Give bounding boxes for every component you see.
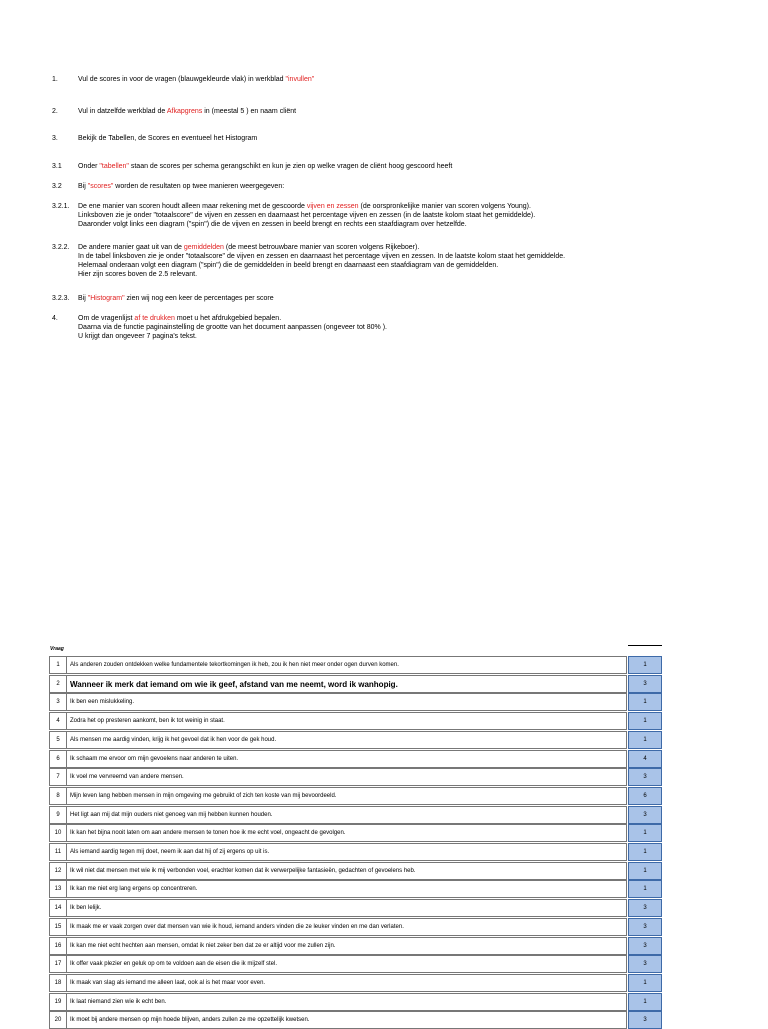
table-row bbox=[49, 731, 662, 749]
question-number: 15 bbox=[49, 918, 67, 936]
question-text: Het ligt aan mij dat mijn ouders niet genoeg van mij hebben kunnen houden. bbox=[67, 806, 627, 824]
step-text: in (meestal 5 ) en naam cliënt bbox=[202, 108, 297, 115]
step-continuation-line: Linksboven zie je onder "totaalscore" de vijven en zessen en daarnaast het percentage vijven en zessen (in de laatste kolom staat het gemiddelde). bbox=[78, 212, 536, 219]
step-continuation-line: Hier zijn scores boven de 2.5 relevant. bbox=[78, 271, 198, 278]
score-cell[interactable]: 3 bbox=[628, 675, 662, 693]
step-text: (de oorspronkelijke manier van scoren volgens Young). bbox=[358, 203, 531, 210]
question-number: 3 bbox=[49, 693, 67, 711]
question-number: 19 bbox=[49, 993, 67, 1011]
question-text: Ik kan me niet echt hechten aan mensen, omdat ik niet zeker ben dat ze er altijd voor me zullen zijn. bbox=[67, 937, 627, 955]
table-row bbox=[49, 918, 662, 936]
step-number: 3. bbox=[52, 135, 58, 142]
table-row bbox=[49, 955, 662, 973]
step-text: Bij bbox=[78, 295, 88, 302]
score-cell[interactable]: 3 bbox=[628, 937, 662, 955]
table-row bbox=[49, 824, 662, 842]
score-cell[interactable]: 6 bbox=[628, 787, 662, 805]
question-number: 5 bbox=[49, 731, 67, 749]
table-row bbox=[49, 937, 662, 955]
highlighted-term: Afkapgrens bbox=[166, 108, 203, 115]
column-header-vraag: Vraag bbox=[50, 646, 64, 652]
score-column-top-rule bbox=[628, 645, 662, 646]
question-text: Ik maak me er vaak zorgen over dat mensen van wie ik houd, iemand anders vinden die ze leuker vinden en me dan verlaten. bbox=[67, 918, 627, 936]
question-number: 6 bbox=[49, 750, 67, 768]
table-row bbox=[49, 880, 662, 898]
score-cell[interactable]: 3 bbox=[628, 955, 662, 973]
table-row bbox=[49, 712, 662, 730]
table-row bbox=[49, 656, 662, 674]
question-number: 20 bbox=[49, 1011, 67, 1029]
question-number: 4 bbox=[49, 712, 67, 730]
highlighted-term: af te drukken bbox=[134, 315, 175, 322]
step-number: 3.2.1. bbox=[52, 203, 70, 210]
table-row bbox=[49, 693, 662, 711]
step-text: Vul de scores in voor de vragen (blauwgekleurde vlak) in werkblad bbox=[78, 76, 286, 83]
table-row bbox=[49, 806, 662, 824]
question-text: Zodra het op presteren aankomt, ben ik tot weinig in staat. bbox=[67, 712, 627, 730]
score-cell[interactable]: 4 bbox=[628, 750, 662, 768]
score-cell[interactable]: 3 bbox=[628, 1011, 662, 1029]
table-row bbox=[49, 768, 662, 786]
question-number: 16 bbox=[49, 937, 67, 955]
score-cell[interactable]: 3 bbox=[628, 768, 662, 786]
question-text: Ik schaam me ervoor om mijn gevoelens naar anderen te uiten. bbox=[67, 750, 627, 768]
table-row bbox=[49, 675, 662, 693]
step-number: 3.2.2. bbox=[52, 244, 70, 251]
step-text: (de meest betrouwbare manier van scoren volgens Rijkeboer). bbox=[223, 244, 420, 251]
table-row bbox=[49, 862, 662, 880]
question-text: Ik voel me vervreemd van andere mensen. bbox=[67, 768, 627, 786]
question-text: Ik moet bij andere mensen op mijn hoede blijven, anders zullen ze me opzettelijk kwetsen. bbox=[67, 1011, 627, 1029]
question-text: Als mensen me aardig vinden, krijg ik het gevoel dat ik hen voor de gek houd. bbox=[67, 731, 627, 749]
question-text: Ik ben lelijk. bbox=[67, 899, 627, 917]
question-text: Ik wil niet dat mensen met wie ik mij verbonden voel, erachter komen dat ik verwerpelijke fantasieën, gedachten of gevoelens heb. bbox=[67, 862, 627, 880]
score-cell[interactable]: 1 bbox=[628, 824, 662, 842]
table-row bbox=[49, 787, 662, 805]
score-cell[interactable]: 1 bbox=[628, 862, 662, 880]
step-number: 4. bbox=[52, 315, 58, 322]
step-text: staan de scores per schema gerangschikt en kun je zien op welke vragen de cliënt hoog gescoord heeft bbox=[128, 163, 453, 170]
step-text: Onder bbox=[78, 163, 100, 170]
question-number: 10 bbox=[49, 824, 67, 842]
step-continuation-line: U krijgt dan ongeveer 7 pagina's tekst. bbox=[78, 333, 197, 340]
question-number: 18 bbox=[49, 974, 67, 992]
highlighted-term: "Histogram" bbox=[87, 295, 125, 302]
question-text: Als iemand aardig tegen mij doet, neem ik aan dat hij of zij ergens op uit is. bbox=[67, 843, 627, 861]
score-cell[interactable]: 3 bbox=[628, 899, 662, 917]
step-text: worden de resultaten op twee manieren weergegeven: bbox=[113, 183, 285, 190]
question-number: 12 bbox=[49, 862, 67, 880]
question-number: 9 bbox=[49, 806, 67, 824]
step-continuation-line: Daarna via de functie paginainstelling de grootte van het document aanpassen (ongeveer tot 80% ). bbox=[78, 324, 387, 331]
step-text: Om de vragenlijst bbox=[78, 315, 135, 322]
table-row bbox=[49, 750, 662, 768]
step-text: moet u het afdrukgebied bepalen. bbox=[174, 315, 282, 322]
step-number: 3.2.3. bbox=[52, 295, 70, 302]
step-number: 1. bbox=[52, 76, 58, 83]
highlighted-term: "scores" bbox=[87, 183, 114, 190]
question-text: Ik laat niemand zien wie ik echt ben. bbox=[67, 993, 627, 1011]
question-text: Mijn leven lang hebben mensen in mijn omgeving me gebruikt of zich ten koste van mij bevoordeeld. bbox=[67, 787, 627, 805]
question-number: 2 bbox=[49, 675, 67, 693]
step-continuation-line: Helemaal onderaan volgt een diagram ("spin") die de gemiddelden in beeld brengt en daarnaast een staafdiagram van de gemiddelden. bbox=[78, 262, 499, 269]
step-text: De andere manier gaat uit van de bbox=[78, 244, 184, 251]
score-cell[interactable]: 3 bbox=[628, 918, 662, 936]
score-cell[interactable]: 1 bbox=[628, 731, 662, 749]
table-row bbox=[49, 993, 662, 1011]
question-number: 14 bbox=[49, 899, 67, 917]
question-text: Ik offer vaak plezier en geluk op om te voldoen aan de eisen die ik mijzelf stel. bbox=[67, 955, 627, 973]
question-number: 13 bbox=[49, 880, 67, 898]
score-cell[interactable]: 1 bbox=[628, 974, 662, 992]
step-continuation-line: In de tabel linksboven zie je onder "totaalscore" de vijven en zessen en daarnaast het percentage vijven en zessen. In de laatste kolom staat het gemiddelde. bbox=[78, 253, 566, 260]
step-number: 3.1 bbox=[52, 163, 62, 170]
highlighted-term: vijven en zessen bbox=[306, 203, 359, 210]
score-cell[interactable]: 1 bbox=[628, 693, 662, 711]
step-text: Bij bbox=[78, 183, 88, 190]
score-cell[interactable]: 1 bbox=[628, 993, 662, 1011]
table-row bbox=[49, 974, 662, 992]
table-row bbox=[49, 899, 662, 917]
question-text: Ik ben een mislukkeling. bbox=[67, 693, 627, 711]
question-text: Ik kan het bijna nooit laten om aan andere mensen te tonen hoe ik me echt voel, ongeacht de gevolgen. bbox=[67, 824, 627, 842]
highlighted-term: "invullen" bbox=[285, 76, 315, 83]
score-cell[interactable]: 1 bbox=[628, 656, 662, 674]
question-number: 11 bbox=[49, 843, 67, 861]
step-number: 3.2 bbox=[52, 183, 62, 190]
step-text: De ene manier van scoren houdt alleen maar rekening met de gescoorde bbox=[78, 203, 307, 210]
step-text: zien wij nog een keer de percentages per score bbox=[124, 295, 274, 302]
question-text: Ik kan me niet erg lang ergens op concentreren. bbox=[67, 880, 627, 898]
question-text: Wanneer ik merk dat iemand om wie ik geef, afstand van me neemt, word ik wanhopig. bbox=[67, 675, 627, 693]
table-row bbox=[49, 843, 662, 861]
question-number: 7 bbox=[49, 768, 67, 786]
step-text: Bekijk de Tabellen, de Scores en eventueel het Histogram bbox=[78, 135, 258, 142]
question-text: Ik maak van slag als iemand me alleen laat, ook al is het maar voor even. bbox=[67, 974, 627, 992]
question-number: 1 bbox=[49, 656, 67, 674]
score-cell[interactable]: 1 bbox=[628, 712, 662, 730]
highlighted-term: gemiddelden bbox=[183, 244, 224, 251]
question-number: 8 bbox=[49, 787, 67, 805]
score-cell[interactable]: 3 bbox=[628, 806, 662, 824]
table-row bbox=[49, 1011, 662, 1029]
score-cell[interactable]: 1 bbox=[628, 843, 662, 861]
step-continuation-line: Daaronder volgt links een diagram ("spin") die de vijven en zessen in beeld brengt en rechts een staafdiagram over hetzelfde. bbox=[78, 221, 467, 228]
highlighted-term: "tabellen" bbox=[99, 163, 129, 170]
step-text: Vul in datzelfde werkblad de bbox=[78, 108, 167, 115]
question-text: Als anderen zouden ontdekken welke fundamentele tekortkomingen ik heb, zou ik hen niet meer onder ogen durven komen. bbox=[67, 656, 627, 674]
score-cell[interactable]: 1 bbox=[628, 880, 662, 898]
question-number: 17 bbox=[49, 955, 67, 973]
step-number: 2. bbox=[52, 108, 58, 115]
